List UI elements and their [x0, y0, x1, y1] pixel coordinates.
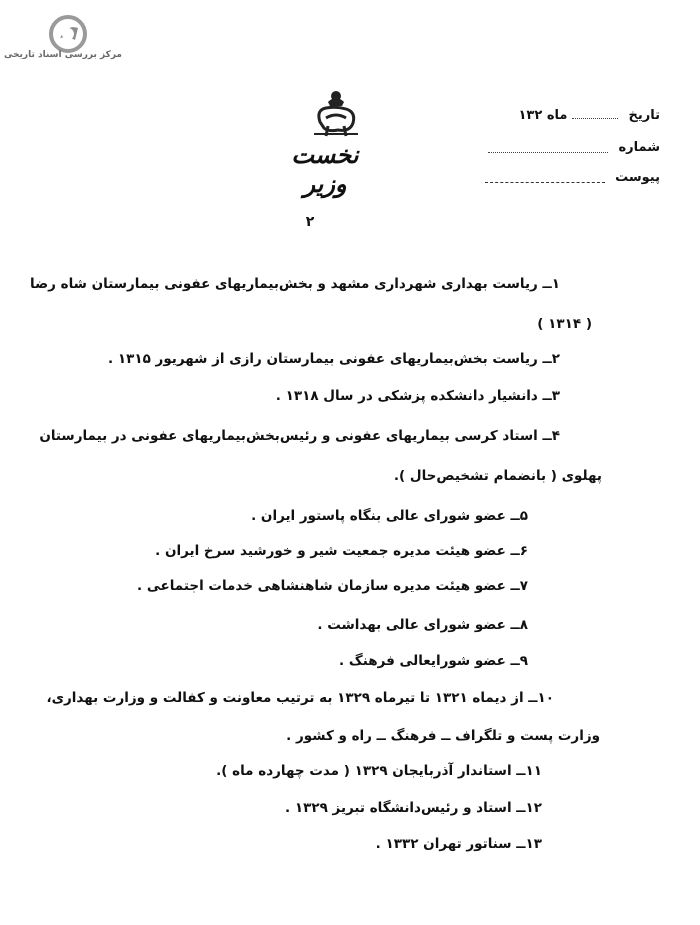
list-item: ۱ــ ریاست بهداری شهرداری مشهد و بخش‌بیماریهای عفونی بیمارستان شاه رضا	[30, 276, 560, 292]
list-item: ۸ــ عضو شورای عالی بهداشت .	[317, 617, 528, 633]
archive-logo-icon	[48, 14, 88, 54]
list-item: ۱۲ــ استاد و رئیس‌دانشگاه تبریز ۱۳۲۹ .	[285, 800, 542, 816]
list-item: ۶ــ عضو هیئت مدیره جمعیت شیر و خورشید سرخ ایران .	[155, 543, 528, 559]
list-item: ۳ــ دانشیار دانشکده پزشکی در سال ۱۳۱۸ .	[275, 388, 560, 404]
number-field	[460, 140, 660, 158]
list-item: ۴ــ استاد کرسی بیماریهای عفونی و رئیس‌بخش‌بیماریهای عفونی در بیمارستان	[39, 428, 560, 444]
lion-and-sun-emblem-icon	[306, 88, 366, 140]
attachment-line	[485, 172, 605, 183]
office-name: نخست وزیر	[291, 140, 359, 198]
date-field	[460, 108, 660, 126]
list-item: ۲ــ ریاست بخش‌بیماریهای عفونی بیمارستان رازی از شهریور ۱۳۱۵ .	[108, 351, 560, 367]
list-item: ۹ــ عضو شورایعالی فرهنگ .	[339, 653, 528, 669]
list-item: ۱۰ــ از دیماه ۱۳۲۱ تا تیرماه ۱۳۲۹ به ترتیب معاونت و کفالت و وزارت بهداری،	[46, 690, 554, 706]
number-label: شماره	[618, 140, 660, 155]
watermark-text: مرکز بررسی اسناد تاریخی	[3, 50, 122, 60]
list-item: ۷ــ عضو هیئت مدیره سازمان شاهنشاهی خدمات اجتماعی .	[137, 578, 528, 594]
number-line	[488, 142, 608, 153]
list-item: ۱۳ــ سناتور تهران ۱۳۳۲ .	[375, 836, 542, 852]
list-item: ( ۱۳۱۴ )	[537, 316, 592, 332]
date-label: تاریخ	[628, 108, 660, 123]
list-item: پهلوی ( بانضمام تشخیص‌حال ).	[393, 468, 602, 484]
page-number: ۲	[305, 214, 315, 230]
date-dots	[572, 108, 618, 119]
list-item: وزارت پست و تلگراف ــ فرهنگ ــ راه و کشور .	[286, 728, 600, 744]
date-value: ماه ۱۳۲	[518, 108, 568, 123]
attachment-label: پیوست	[615, 170, 660, 185]
list-item: ۵ــ عضو شورای عالی بنگاه پاستور ایران .	[251, 508, 528, 524]
attachment-field	[460, 170, 660, 188]
list-item: ۱۱ــ استاندار آذربایجان ۱۳۲۹ ( مدت چهارده ماه ).	[216, 763, 542, 779]
